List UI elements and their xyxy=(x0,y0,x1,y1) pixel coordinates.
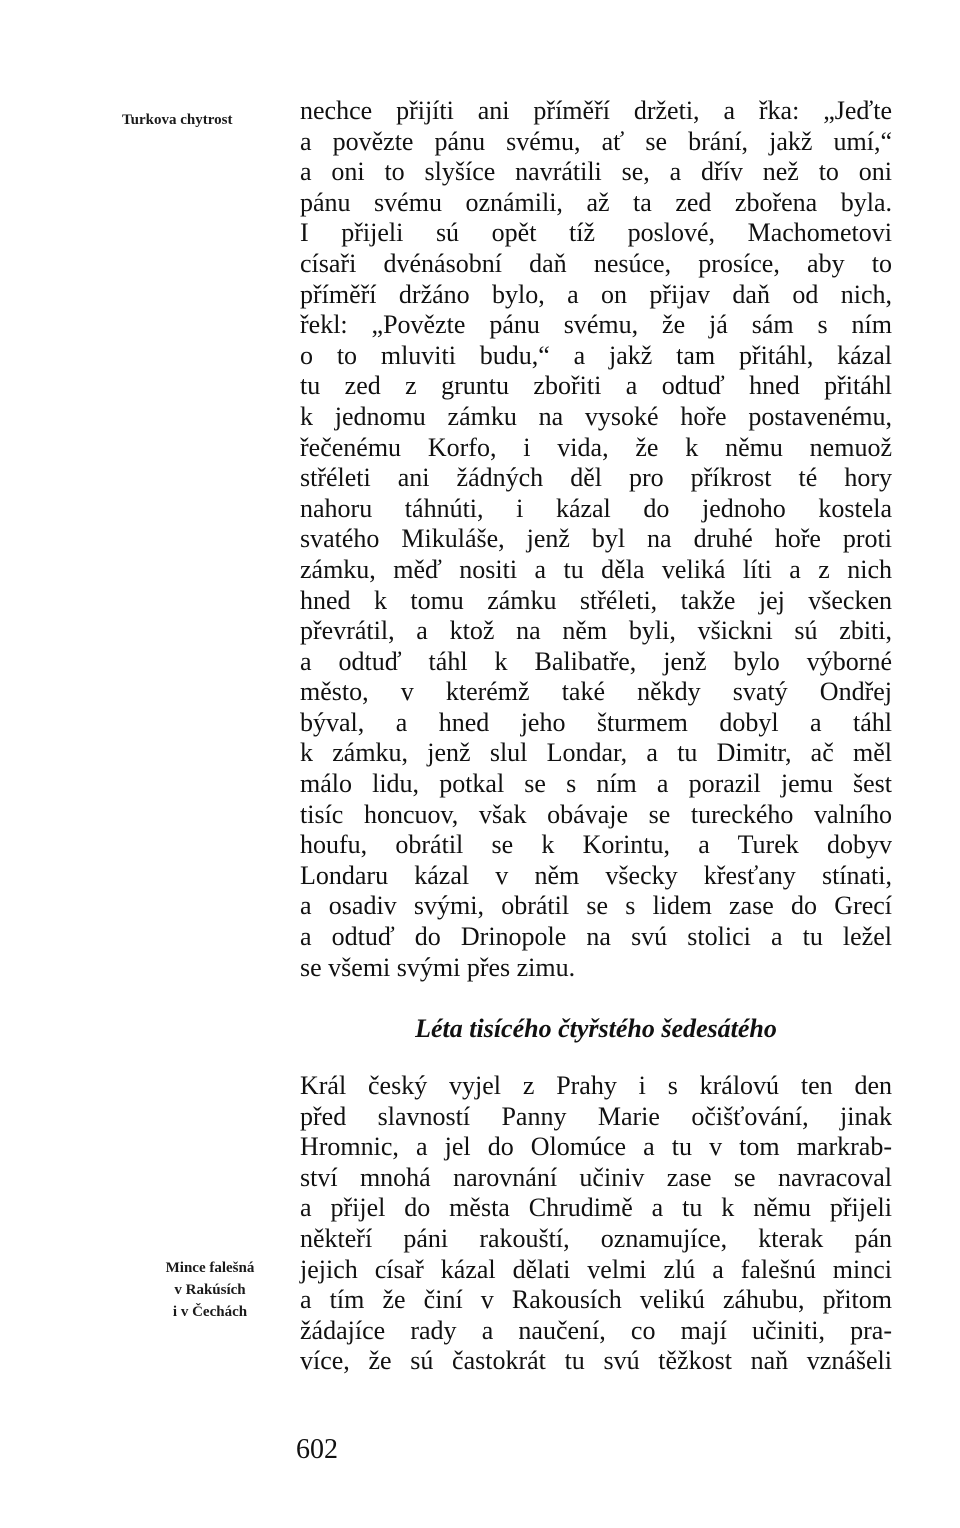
text-line: a povězte pánu svému, ať se brání, jakž umí,“ xyxy=(300,126,892,156)
text-line: nechce přijíti ani příměří držeti, a řka: „Jeďte xyxy=(300,96,892,125)
text-line: tu zed z gruntu zbořiti a odtuď hned přitáhl xyxy=(300,371,892,401)
text-line: převrátil, a ktož na něm byli, všickni sú zbiti, xyxy=(300,616,892,646)
text-line: houfu, obrátil se k Korintu, a Turek dobyv xyxy=(300,830,892,860)
text-line: tisíc honcuov, však obávaje se tureckého valního xyxy=(300,799,892,829)
text-line: město, v kterémž také někdy svatý Ondřej xyxy=(300,677,892,707)
text-line: o to mluviti budu,“ a jakž tam přitáhl, kázal xyxy=(300,340,892,370)
text-line: býval, a hned jeho šturmem dobyl a táhl xyxy=(300,707,892,737)
text-line: císaři dvénásobní daň nesúce, prosíce, aby to xyxy=(300,248,892,278)
text-line: a tím že činí v Rakousích velikú záhubu, přitom xyxy=(300,1285,892,1315)
text-line: málo lidu, potkal se s ním a porazil jemu šest xyxy=(300,769,892,799)
text-line: a odtuď táhl k Balibatře, jenž bylo výborné xyxy=(300,646,892,676)
text-line: I přijeli sú opět tíž poslové, Machometovi xyxy=(300,218,892,248)
text-line: se všemi svými přes zimu. xyxy=(300,952,576,982)
text-line: Hromnic, a jel do Olomúce a tu v tom markrab- xyxy=(300,1132,892,1162)
text-line: řečenému Korfo, i vida, že k němu nemuož xyxy=(300,432,892,462)
margin-note-line: Turkova chytrost xyxy=(122,112,233,128)
text-line: nahoru táhnúti, i kázal do jednoho kostela xyxy=(300,493,892,523)
margin-note-line: Mince falešná xyxy=(165,1260,255,1276)
text-line: řekl: „Povězte pánu svému, že já sám s ním xyxy=(300,310,892,340)
text-line: příměří držáno bylo, a on přijav daň od nich, xyxy=(300,279,892,309)
text-line: zámku, měď nositi a tu děla veliká líti a z nich xyxy=(300,554,892,584)
text-line: střéleti ani žádných děl pro příkrost té hory xyxy=(300,463,892,493)
text-line: k zámku, jenž slul Londar, a tu Dimitr, ač měl xyxy=(300,738,892,768)
text-line: ství mnohá narovnání učiniv zase se navracoval xyxy=(300,1162,892,1192)
text-line: a přijel do města Chrudimě a tu k němu přijeli xyxy=(300,1193,892,1223)
text-line: žádajíce rady a naučení, co mají učiniti, pra- xyxy=(300,1315,892,1345)
margin-note-line: i v Čechách xyxy=(172,1304,248,1320)
text-line: pánu svému oznámili, až ta zed zbořena byla. xyxy=(300,187,892,217)
text-line: Londaru kázal v něm všecky křesťany stínati, xyxy=(300,860,892,890)
text-line: k jednomu zámku na vysoké hoře postavenému, xyxy=(300,401,892,431)
text-line: někteří páni rakouští, oznamujíce, kterak pán xyxy=(300,1223,892,1253)
margin-note-mince-falesna xyxy=(140,1257,280,1323)
paragraph-2 xyxy=(300,1071,892,1377)
text-line: a osadiv svými, obrátil se s lidem zase do Grecí xyxy=(300,891,892,921)
page-number: 602 xyxy=(296,1434,338,1465)
paragraph-1 xyxy=(300,96,892,983)
section-heading: Léta tisícého čtyřstého šedesátého xyxy=(415,1014,777,1043)
text-line: a odtuď do Drinopole na svú stolici a tu ležel xyxy=(300,922,892,952)
margin-note-turkova-chytrost xyxy=(122,109,282,131)
margin-note-line: v Rakúsích xyxy=(174,1282,246,1298)
text-line: hned k tomu zámku střéleti, takže jej všecken xyxy=(300,585,892,615)
text-line: před slavností Panny Marie očišťování, jinak xyxy=(300,1101,892,1131)
text-line: a oni to slyšíce navrátili se, a dřív než to oni xyxy=(300,157,892,187)
text-line: více, že sú častokrát tu svú těžkost naň vznášeli xyxy=(300,1346,892,1376)
text-line: jejich císař kázal dělati velmi zlú a falešnú minci xyxy=(300,1254,892,1284)
text-line: svatého Mikuláše, jenž byl na druhé hoře proti xyxy=(300,524,892,554)
text-line: Král český vyjel z Prahy i s královú ten den xyxy=(300,1071,892,1100)
